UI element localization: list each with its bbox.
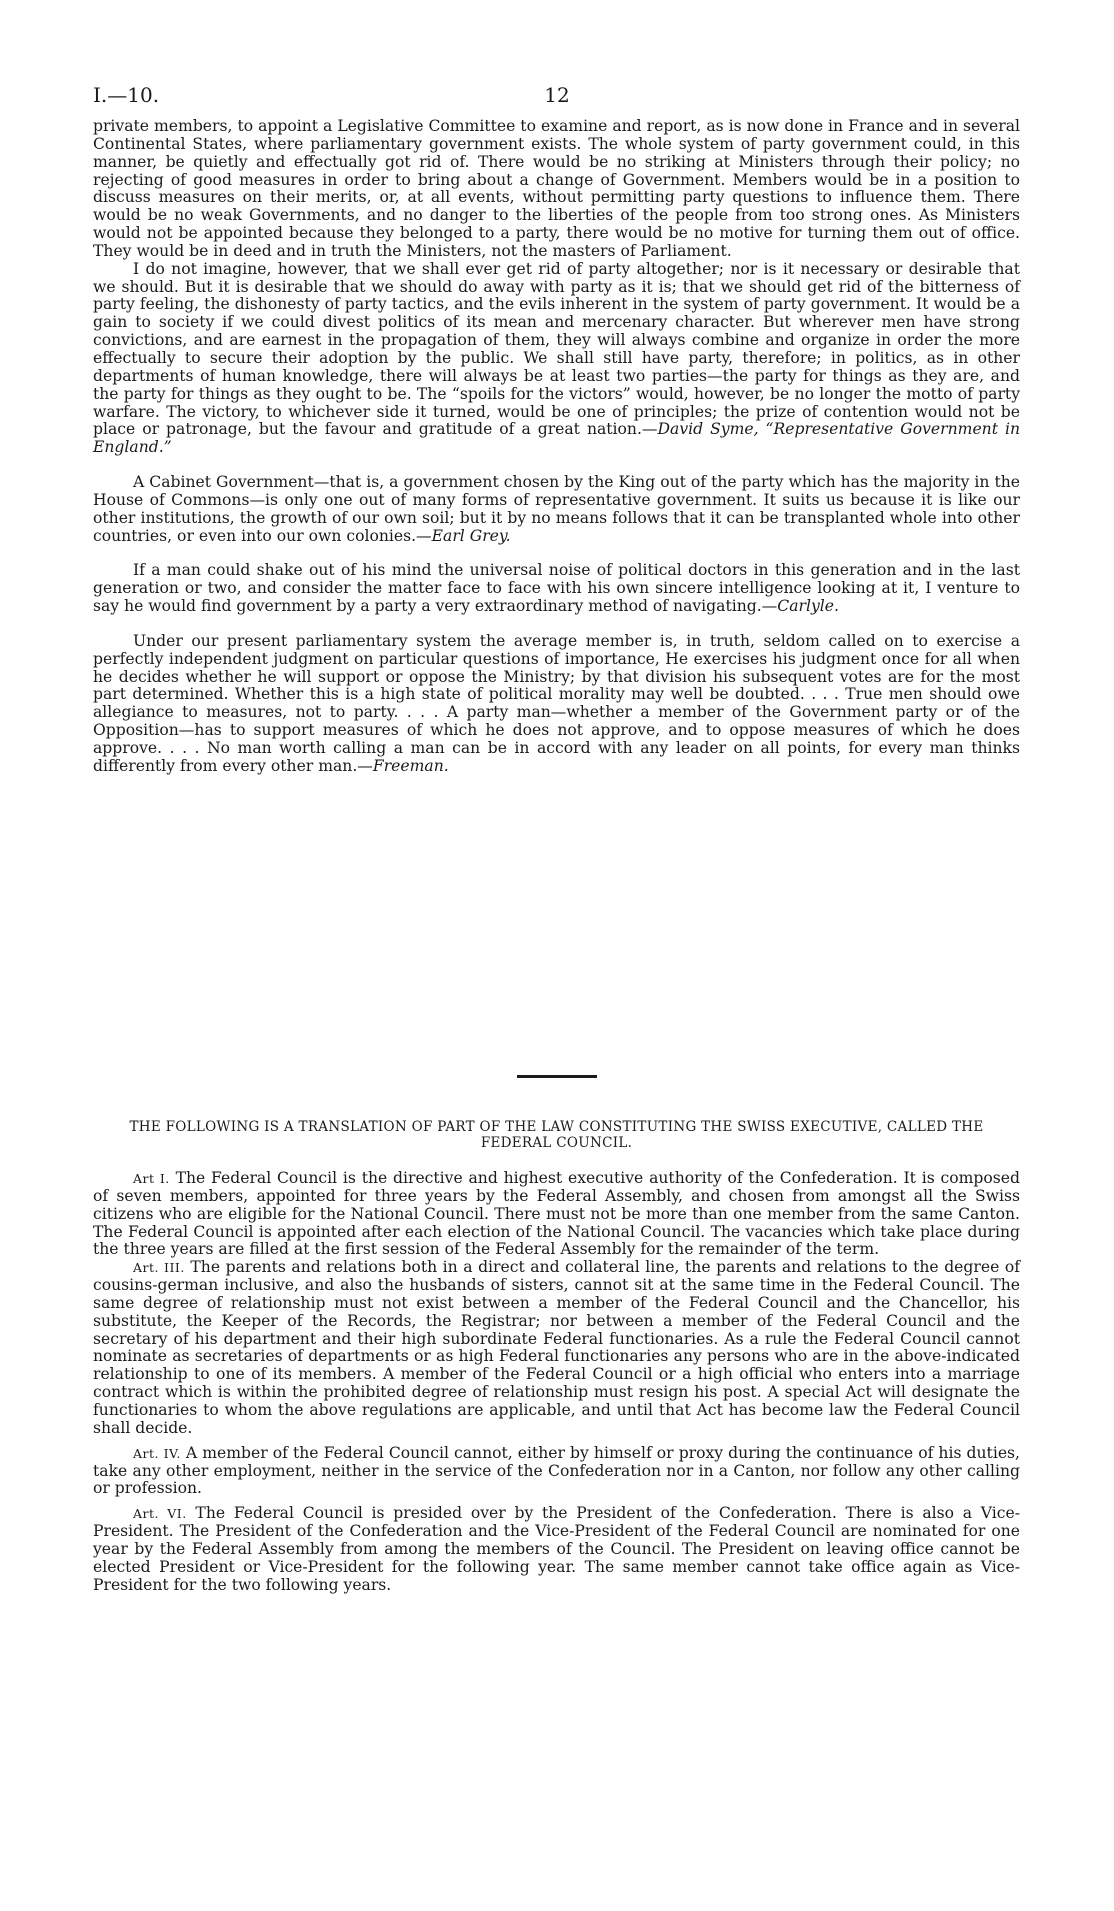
article-label: Art. VI. [133, 1506, 187, 1522]
citation: Earl Grey. [431, 526, 511, 545]
page-header [93, 83, 1021, 113]
paragraph: private members, to appoint a Legislative Committee to examine and report, as is now done in France and in several Continental States, where parliamentary government exists. The whole system of party government could, in this manner, be quietly and effectually got rid of. There would be no striking at Ministers through their policy; no rejecting of good measures in order to bring about a change of Government. Members would be in a position to discuss measures on their merits, or, at all events, without permitting party questions to influence them. There would be no weak Governments, and no danger to the liberties of the people from too strong ones. As Ministers would not be appointed because they belonged to a party, there would be no motive for turning them out of office. They would be in deed and in truth the Ministers, not the masters of Parliament. [93, 117, 1020, 260]
page-number: 12 [544, 83, 570, 107]
citation: Freeman. [372, 756, 449, 775]
paragraph: If a man could shake out of his mind the universal noise of political doctors in this generation and in the last generation or two, and consider the matter face to face with his own sincere intelligence looking at it, I venture to say he would find government by a party a very extraordinary method of navigating.—Carlyle. [93, 561, 1020, 616]
article: Art. III. The parents and relations both in a direct and collateral line, the parents and relations to the degree of cousins-german inclusive, and also the husbands of sisters, cannot sit at the same time in the Federal Council. The same degree of relationship must not exist between a member of the Federal Council and the Chancellor, his substitute, the Keeper of the Records, the Registrar; nor between a member of the Federal Council and the secretary of his department and their high subordinate Federal functionaries. As a rule the Federal Council cannot nominate as secretaries of departments or as high Federal functionaries any persons who are in the above-indicated relationship to one of its members. A member of the Federal Council or a high official who enters into a marriage contract which is within the prohibited degree of relationship must resign his post. A special Act will designate the functionaries to whom the above regulations are applicable, and until that Act has become law the Federal Council shall decide. [93, 1258, 1020, 1437]
citation: Carlyle. [777, 597, 839, 616]
articles-section [93, 1170, 1020, 1594]
paragraph: I do not imagine, however, that we shall ever get rid of party altogether; nor is it necessary or desirable that we should. But it is desirable that we should do away with party as it is; that we should get rid of the bitterness of party feeling, the dishonesty of party tactics, and the evils inherent in the system of party government. It would be a gain to society if we could divest politics of its mean and mercenary character. But wherever men have strong convictions, and are earnest in the propagation of them, they will always combine and organize in order the more effectually to secure their adoption by the public. We shall still have party, therefore; in politics, as in other departments of human knowledge, there will always be at least two parties—the party for things as they are, and the party for things as they ought to be. The “spoils for the victors” would, however, be no longer the motto of party warfare. The victory, to whichever side it turned, would be one of principles; the prize of contention would not be place or patronage, but the favour and gratitude of a great nation.—David Syme, “Representative Government in England.” [93, 259, 1020, 457]
article: Art. IV. A member of the Federal Council cannot, either by himself or proxy during the continuance of his duties, take any other employment, neither in the service of the Confederation nor in a Canton, nor follow any other calling or profession. [93, 1443, 1021, 1498]
article-label: Art. IV. [133, 1445, 181, 1461]
quotations-section [93, 118, 1020, 776]
paragraph: Under our present parliamentary system the average member is, in truth, seldom called on to exercise a perfectly independent judgment on particular questions of importance, He exercises his judgment once for all when he decides whether he will support or oppose the Ministry; by that division his subsequent votes are for the most part determined. Whether this is a high state of political morality may well be doubted. . . . True men should owe allegiance to measures, not to party. . . . A party man—whether a member of the Government party or of the Opposition—has to support measures of which he does not approve, and to oppose measures of which he does approve. . . . No man worth calling a man can be in accord with any leader on all points, for every man thinks differently from every other man.—Freeman. [93, 631, 1020, 775]
paper-reference: I.—10. [93, 83, 160, 107]
section-heading: THE FOLLOWING IS A TRANSLATION OF PART OF THE LAW CONSTITUTING THE SWISS EXECUTIVE, CALLED THE FEDERAL COUNCIL. [129, 1119, 984, 1151]
paragraph: A Cabinet Government—that is, a government chosen by the King out of the party which has the majority in the House of Commons—is only one out of many forms of representative government. It suits us because it is like our other institutions, the growth of our own soil; but it by no means follows that it can be transplanted whole into other countries, or even into our own colonies.—Earl Grey. [93, 473, 1020, 545]
article: Art I. The Federal Council is the directive and highest executive authority of the Confederation. It is composed of seven members, appointed for three years by the Federal Assembly, and chosen from amongst all the Swiss citizens who are eligible for the National Council. There must not be more than one member from the same Canton. The Federal Council is appointed after each election of the National Council. The vacancies which take place during the three years are filled at the first session of the Federal Assembly for the remainder of the term. [93, 1169, 1020, 1259]
citation: David Syme, “Representative Government in England.” [93, 420, 1020, 457]
article: Art. VI. The Federal Council is presided over by the President of the Confederation. There is also a Vice-President. The President of the Confederation and the Vice-President of the Federal Council are nominated for one year by the Federal Assembly from among the members of the Council. The President on leaving office cannot be elected President or Vice-President for the following year. The same member cannot take office again as Vice-President for the two following years. [93, 1504, 1020, 1594]
article-label: Art I. [133, 1171, 170, 1186]
section-divider [517, 1075, 597, 1078]
article-label: Art. III. [133, 1260, 185, 1276]
